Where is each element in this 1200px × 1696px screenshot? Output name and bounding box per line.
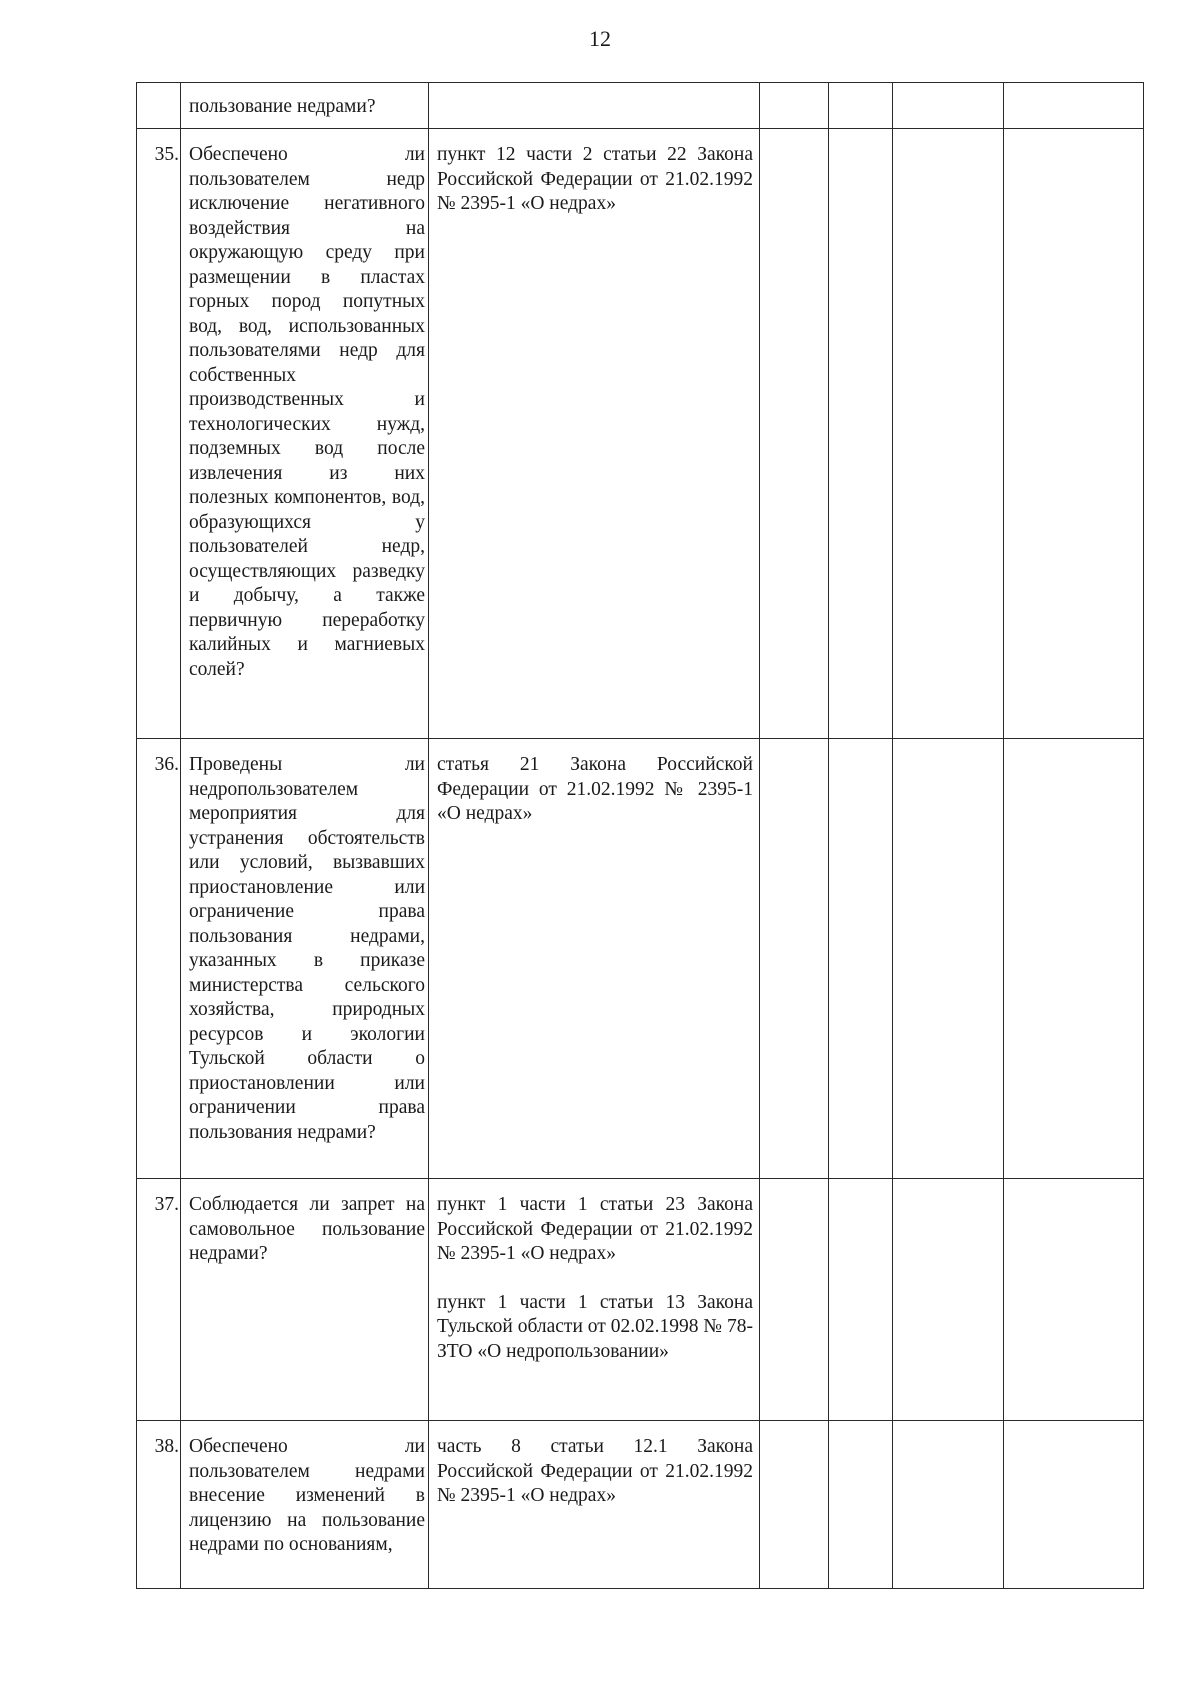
answer-cell-yes (760, 83, 829, 129)
table-row (137, 739, 1144, 1179)
table-row (137, 129, 1144, 739)
notes-cell (1004, 1179, 1144, 1421)
notes-cell (1004, 83, 1144, 129)
notes-cell (1004, 739, 1144, 1179)
reference-cell (429, 129, 760, 739)
reference-text: часть 8 статьи 12.1 Закона Российской Федерации от 21.02.1992 № 2395-1 «О недрах» (437, 1436, 753, 1506)
table-row (137, 1421, 1144, 1589)
table-row (137, 83, 1144, 129)
answer-cell-not-applicable (893, 129, 1004, 739)
question-cell: Соблюдается ли запрет на самовольное пользование недрами? (181, 1179, 429, 1421)
notes-cell (1004, 1421, 1144, 1589)
row-number: 35. (137, 129, 181, 739)
question-cell: Проведены ли недропользователем мероприятия для устранения обстоятельств или условий, вызвавших приостановление или ограничение права пользования недрами, указанных в приказе министерства сельского хозяйства, природных ресурсов и экологии Тульской области о приостановлении или ограничении права пользования недрами? (181, 739, 429, 1179)
question-cell: Обеспечено ли пользователем недрами внесение изменений в лицензию на пользование недрами по основаниям, (181, 1421, 429, 1589)
notes-cell (1004, 129, 1144, 739)
table-row (137, 1179, 1144, 1421)
answer-cell-yes (760, 739, 829, 1179)
answer-cell-yes (760, 1179, 829, 1421)
answer-cell-no (829, 1421, 893, 1589)
row-number (137, 83, 181, 129)
answer-cell-not-applicable (893, 1421, 1004, 1589)
reference-cell (429, 83, 760, 129)
question-cell: пользование недрами? (181, 83, 429, 129)
answer-cell-not-applicable (893, 83, 1004, 129)
reference-cell (429, 739, 760, 1179)
reference-cell (429, 1179, 760, 1421)
row-number: 38. (137, 1421, 181, 1589)
reference-text: пункт 1 части 1 статьи 23 Закона Российской Федерации от 21.02.1992 № 2395-1 «О недрах» (437, 1194, 753, 1264)
answer-cell-no (829, 129, 893, 739)
answer-cell-not-applicable (893, 1179, 1004, 1421)
answer-cell-no (829, 1179, 893, 1421)
answer-cell-yes (760, 129, 829, 739)
page-number: 12 (589, 26, 611, 51)
question-cell: Обеспечено ли пользователем недр исключение негативного воздействия на окружающую среду при размещении в пластах горных пород попутных вод, вод, использованных пользователями недр для собственных производственных и технологических нужд, подземных вод после извлечения из них полезных компонентов, вод, образующихся у пользователей недр, осуществляющих разведку и добычу, а также первичную переработку калийных и магниевых солей? (181, 129, 429, 739)
answer-cell-no (829, 739, 893, 1179)
answer-cell-not-applicable (893, 739, 1004, 1179)
reference-text: пункт 1 части 1 статьи 13 Закона Тульской области от 02.02.1998 № 78-ЗТО «О недропользовании» (437, 1291, 753, 1362)
reference-text: пункт 12 части 2 статьи 22 Закона Российской Федерации от 21.02.1992 № 2395-1 «О недрах» (437, 144, 753, 214)
answer-cell-yes (760, 1421, 829, 1589)
checklist-table (136, 82, 1144, 1589)
row-number: 37. (137, 1179, 181, 1421)
reference-text: статья 21 Закона Российской Федерации от 21.02.1992 № 2395-1 «О недрах» (437, 754, 753, 824)
row-number: 36. (137, 739, 181, 1179)
reference-cell (429, 1421, 760, 1589)
answer-cell-no (829, 83, 893, 129)
